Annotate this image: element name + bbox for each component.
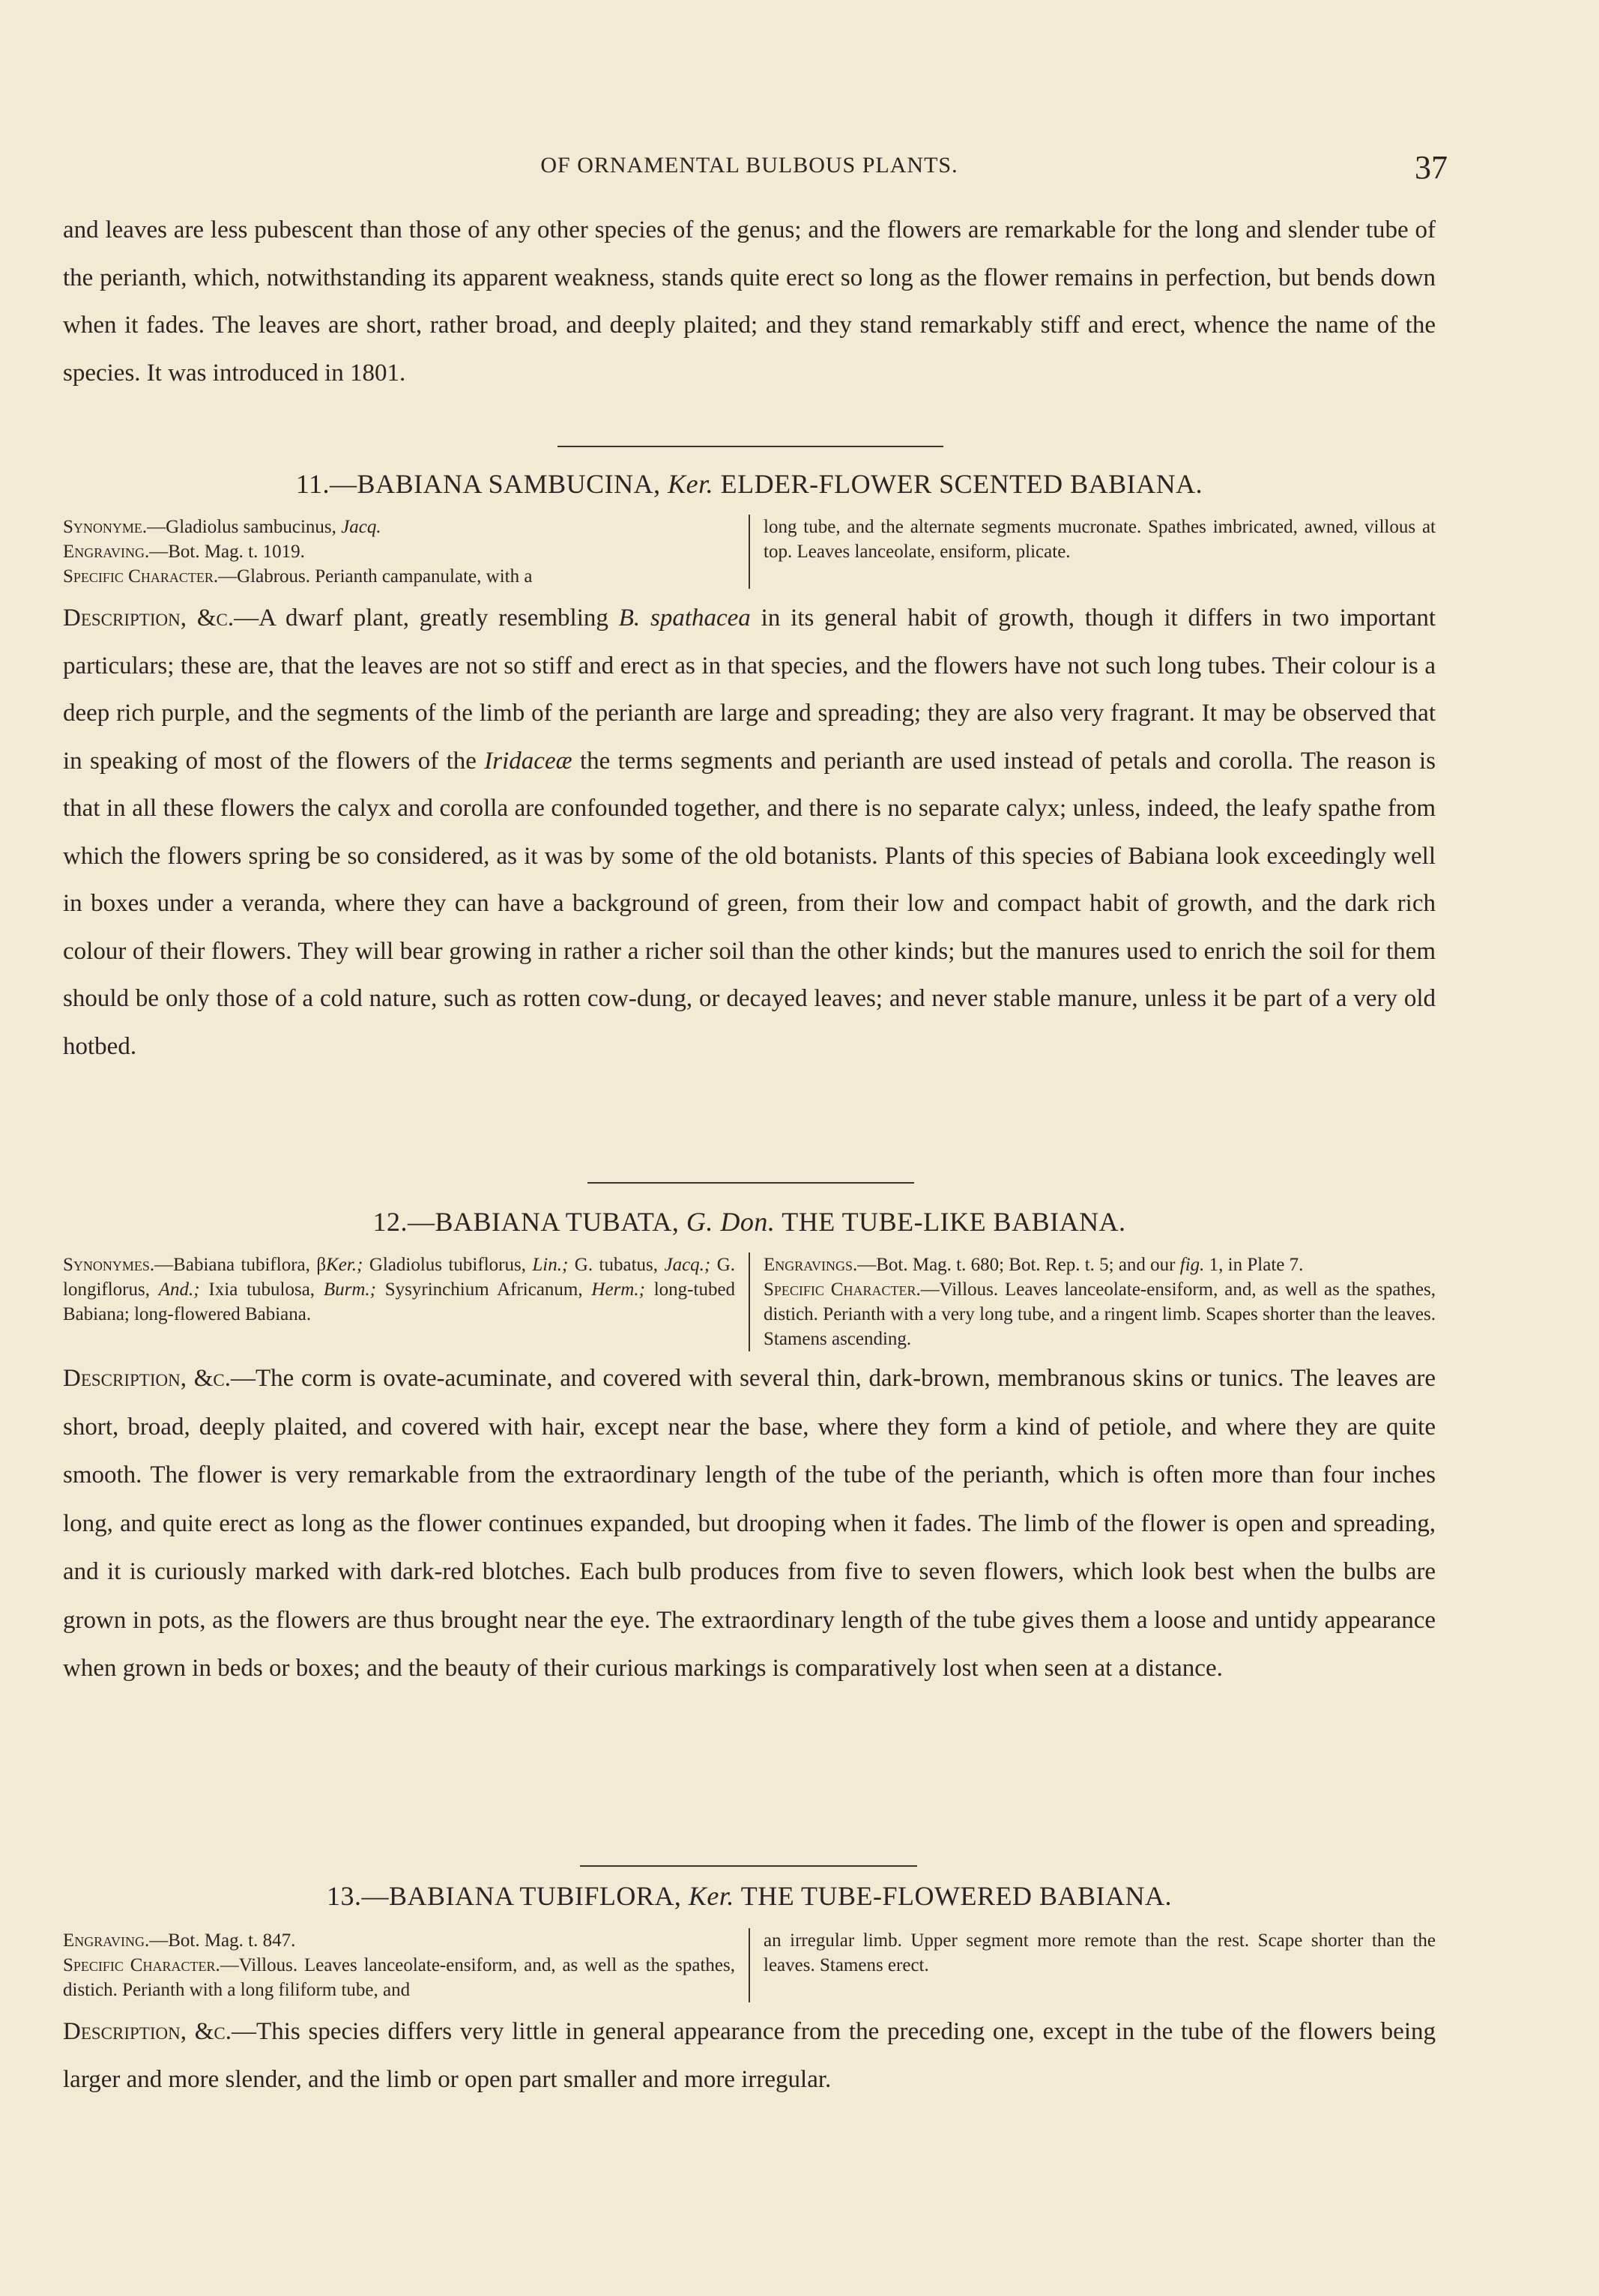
species-common-name: THE TUBE-FLOWERED BABIANA. [740, 1881, 1173, 1911]
species-authority: G. Don. [686, 1207, 776, 1237]
species-number: 11.—BABIANA SAMBUCINA, [295, 469, 661, 499]
specific-character-line: Specific Character.—Glabrous. Perianth campanulate, with a [63, 566, 533, 587]
notes-right-column [750, 1252, 1436, 1351]
species-authority: Ker. [668, 469, 714, 499]
species-notes [63, 1252, 1436, 1351]
species-common-name: ELDER-FLOWER SCENTED BABIANA. [720, 469, 1203, 499]
synonyme-line: Synonyme.—Gladiolus sambucinus, Jacq. [63, 517, 381, 537]
species-11 [63, 468, 1436, 1070]
running-head [63, 148, 1448, 193]
engravings-text: Engravings.—Bot. Mag. t. 680; Bot. Rep. t. 5; and our fig. 1, in Plate 7. [764, 1255, 1304, 1275]
species-description: Description, &c.—The corm is ovate-acuminate, and covered with several thin, dark-brown, membranous skins or tunics. The leaves are short, broad, deeply plaited, and covered with hair, except near the base, where they form a kind of petiole, and where they are quite smooth. The flower is very remarkable from the extraordinary length of the tube of the perianth, which is often more than four inches long, and quite erect as long as the flower continues expanded, but drooping when it fades. The limb of the flower is open and spreading, and it is curiously marked with dark-red blotches. Each bulb produces from five to seven flowers, which look best when the bulbs are grown in pots, as the flowers are thus brought near the eye. The extraordinary length of the tube gives them a loose and untidy appearance when grown in beds or boxes; and the beauty of their curious markings is comparatively lost when seen at a distance. [63, 1365, 1436, 1682]
specific-character-text: Specific Character.—Villous. Leaves lanceolate-ensiform, and, as well as the spathes, distich. Perianth with a long filiform tube, and [63, 1955, 735, 2000]
species-notes [63, 515, 1436, 589]
section-rule [557, 446, 943, 447]
intro-paragraph: and leaves are less pubescent than those of any other species of the genus; and the flowers are remarkable for the long and slender tube of the perianth, which, notwithstanding its apparent weakness, stands quite erect so long as the flower remains in perfection, but bends down when it fades. The leaves are short, rather broad, and deeply plaited; and they stand remarkably stiff and erect, whence the name of the species. It was introduced in 1801. [63, 216, 1436, 387]
synonymes-text: Synonymes.—Babiana tubiflora, βKer.; Gladiolus tubiflorus, Lin.; G. tubatus, Jacq.; G. longiflorus, And.; Ixia tubulosa, Burm.; Sysyrinchium Africanum, Herm.; long-tubed Babiana; long-flowered Babiana. [63, 1255, 736, 1324]
notes-left-column [63, 515, 750, 589]
species-number: 12.—BABIANA TUBATA, [372, 1207, 680, 1237]
specific-character-text: Specific Character.—Villous. Leaves lanceolate-ensiform, and, as well as the spathes, distich. Perianth with a very long tube, and a ringent limb. Scapes shorter than the leaves. Stamens ascending. [764, 1279, 1436, 1349]
notes-left-column [63, 1928, 750, 2002]
section-rule [587, 1182, 914, 1184]
notes-right-column: an irregular limb. Upper segment more remote than the rest. Scape shorter than the leaves. Stamens erect. [764, 1930, 1436, 1975]
engraving-line: Engraving.—Bot. Mag. t. 847. [63, 1930, 296, 1951]
notes-left-column [63, 1252, 750, 1351]
notes-right-column: long tube, and the alternate segments mucronate. Spathes imbricated, awned, villous at top. Leaves lanceolate, ensiform, plicate. [764, 517, 1436, 562]
species-12 [63, 1206, 1436, 1693]
species-common-name: THE TUBE-LIKE BABIANA. [782, 1207, 1126, 1237]
species-description: Description, &c.—This species differs very little in general appearance from the preceding one, except in the tube of the flowers being larger and more slender, and the limb or open part smaller and more irregular. [63, 2018, 1436, 2093]
species-heading [63, 1880, 1436, 1912]
page-number: 37 [1415, 149, 1448, 186]
running-title: OF ORNAMENTAL BULBOUS PLANTS. [540, 153, 958, 178]
section-rule [580, 1865, 917, 1867]
species-heading [63, 468, 1436, 500]
species-notes [63, 1928, 1436, 2002]
species-number: 13.—BABIANA TUBIFLORA, [326, 1881, 682, 1911]
species-description: Description, &c.—A dwarf plant, greatly resembling B. spathacea in its general habit of growth, though it differs in two important particulars; these are, that the leaves are not so stiff and erect as in that species, and the flowers have not such long tubes. Their colour is a deep rich purple, and the segments of the limb of the perianth are large and spreading; they are also very fragrant. It may be observed that in speaking of most of the flowers of the Iridaceæ the terms segments and perianth are used instead of petals and corolla. The reason is that in all these flowers the calyx and corolla are confounded together, and there is no separate calyx; unless, indeed, the leafy spathe from which the flowers spring be so considered, as it was by some of the old botanists. Plants of this species of Babiana look exceedingly well in boxes under a veranda, where they can have a background of green, from their low and compact habit of growth, and the dark rich colour of their flowers. They will bear growing in rather a richer soil than the other kinds; but the manures used to enrich the soil for them should be only those of a cold nature, such as rotten cow-dung, or decayed leaves; and never stable manure, unless it be part of a very old hotbed. [63, 605, 1436, 1060]
species-authority: Ker. [688, 1881, 734, 1911]
species-heading [63, 1206, 1436, 1238]
species-13 [63, 1880, 1436, 2103]
engraving-line: Engraving.—Bot. Mag. t. 1019. [63, 542, 305, 562]
